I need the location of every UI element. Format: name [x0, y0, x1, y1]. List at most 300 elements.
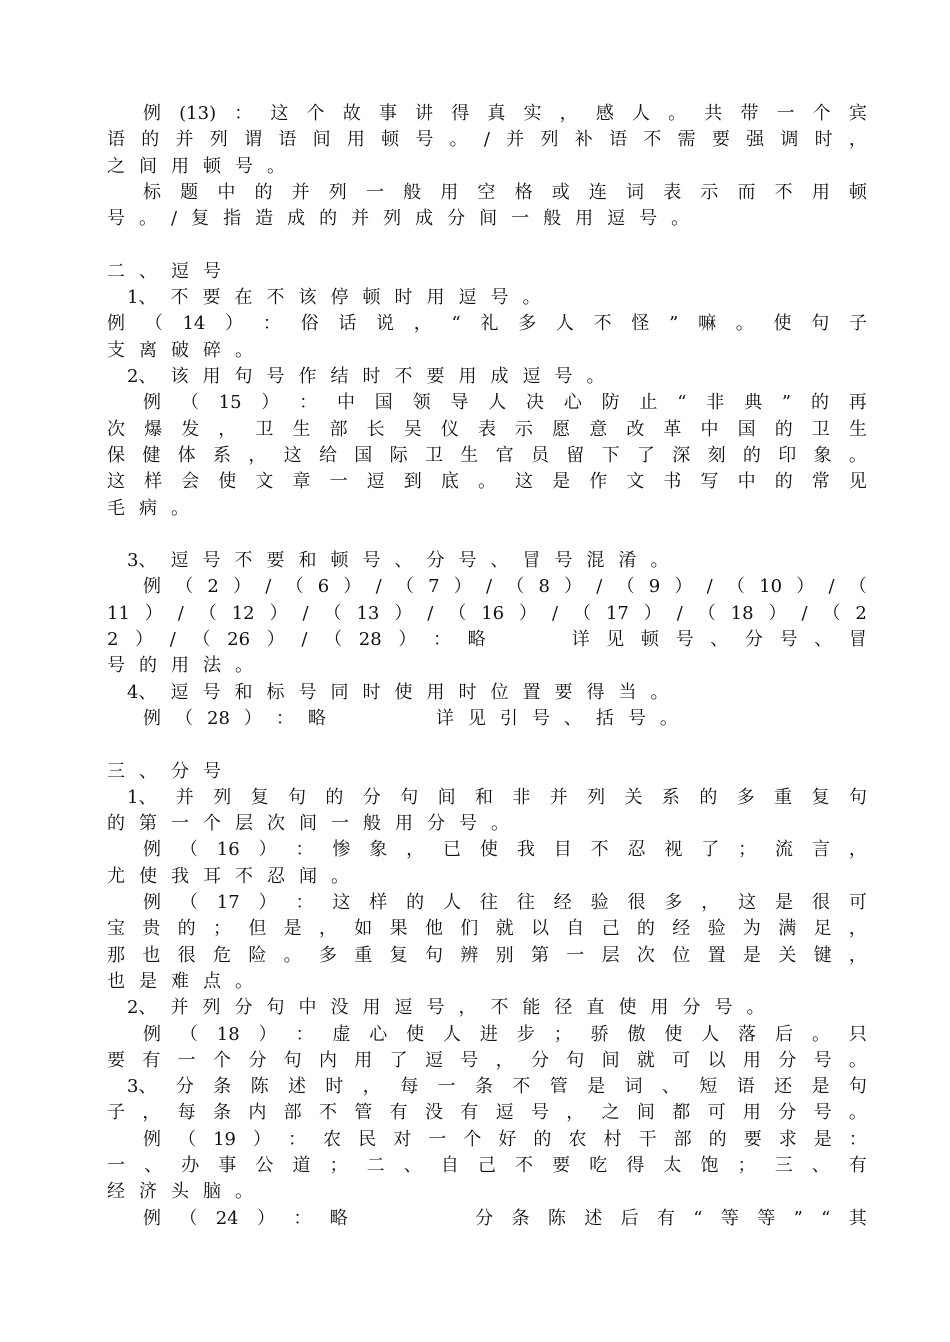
text-token: /: [551, 603, 559, 624]
text-token: [402, 1206, 420, 1232]
text-token: 险: [248, 945, 267, 966]
text-token: 用: [362, 997, 381, 1018]
text-token: 10: [759, 576, 783, 597]
text-token: 耳: [203, 866, 221, 887]
text-token: “: [693, 1208, 703, 1229]
text-token: 次: [636, 945, 655, 966]
text-token: ，: [362, 1076, 381, 1097]
text-token: 中: [336, 392, 355, 413]
text-token: 三: [107, 761, 125, 782]
text-token: 宾: [848, 103, 867, 124]
text-token: 那: [107, 945, 125, 966]
text-token: 。: [668, 103, 687, 124]
text-token: 非: [512, 787, 531, 808]
text-token: 经: [107, 1181, 125, 1202]
text-token: 该: [170, 366, 189, 387]
text-token: 一: [365, 182, 384, 203]
text-token: 不: [266, 287, 285, 308]
text-token: 这: [107, 471, 125, 492]
text-token: 。: [235, 655, 253, 676]
text-token: ，: [848, 945, 867, 966]
text-token: 事: [378, 103, 397, 124]
text-token: 带: [740, 103, 759, 124]
text-token: 。: [331, 866, 349, 887]
text-token: 部: [283, 1102, 302, 1123]
text-token: 人: [631, 103, 650, 124]
text-token: ，: [406, 839, 425, 860]
text-token: 并: [549, 787, 568, 808]
text-line: [127, 285, 867, 311]
text-token: 样: [144, 471, 163, 492]
text-token: 结: [330, 366, 349, 387]
text-token: 就: [636, 1050, 655, 1071]
text-token: （: [144, 313, 163, 334]
text-line: [107, 943, 867, 969]
text-token: /: [301, 629, 308, 650]
text-token: ）: [343, 576, 362, 597]
text-token: ，: [848, 839, 867, 860]
text-token: 往: [479, 892, 498, 913]
text-token: 防: [601, 392, 620, 413]
text-token: 表: [663, 182, 682, 203]
text-token: 爆: [144, 419, 163, 440]
text-token: 该: [298, 287, 317, 308]
text-line: [143, 101, 867, 127]
text-token: 象: [369, 839, 388, 860]
text-token: 同: [330, 682, 349, 703]
text-token: [537, 627, 555, 653]
text-token: 一: [428, 1129, 447, 1150]
text-token: 般: [403, 182, 422, 203]
text-token: 3、: [127, 550, 157, 571]
text-token: 这: [738, 892, 757, 913]
text-token: 造: [255, 208, 274, 229]
text-token: 的: [107, 813, 125, 834]
text-token: 是: [587, 1076, 606, 1097]
text-token: /: [177, 603, 184, 624]
text-token: 干: [638, 1129, 657, 1150]
text-token: 农: [568, 1129, 587, 1150]
text-token: [439, 1206, 457, 1232]
text-token: 不: [590, 839, 609, 860]
text-token: ；: [737, 1155, 756, 1176]
text-token: 脑: [203, 1181, 221, 1202]
text-token: 例: [143, 839, 161, 860]
text-token: 己: [601, 918, 620, 939]
text-line: [107, 653, 867, 679]
text-line: [107, 969, 867, 995]
text-token: 和: [474, 787, 493, 808]
text-token: 号: [554, 366, 573, 387]
text-token: 公: [255, 1155, 274, 1176]
text-token: 3、: [127, 1076, 157, 1097]
text-token: 例: [107, 313, 125, 334]
text-token: /: [801, 603, 808, 624]
text-token: 使: [406, 1024, 425, 1045]
text-token: 。: [171, 498, 189, 519]
text-token: 不: [512, 1076, 531, 1097]
text-token: 般: [363, 813, 381, 834]
text-token: 这: [270, 103, 289, 124]
text-token: 号: [362, 550, 381, 571]
text-token: ）: [796, 576, 815, 597]
text-token: 生: [460, 445, 479, 466]
text-token: 使: [394, 682, 413, 703]
text-token: 格: [514, 182, 533, 203]
text-token: 号: [235, 156, 253, 177]
text-token: ，: [848, 129, 867, 150]
text-line: [107, 338, 867, 364]
text-token: 用: [395, 813, 413, 834]
text-line: [107, 496, 867, 522]
text-token: 见: [848, 471, 867, 492]
text-token: 2、: [127, 366, 157, 387]
text-token: 次: [107, 419, 125, 440]
text-token: 号: [203, 261, 221, 282]
text-token: 是: [552, 471, 571, 492]
text-token: ）: [564, 576, 583, 597]
text-token: 直: [586, 997, 605, 1018]
text-token: 的: [774, 419, 793, 440]
text-token: 体: [177, 445, 196, 466]
text-token: 印: [778, 445, 797, 466]
text-token: ，: [458, 997, 477, 1018]
text-token: 16: [216, 839, 240, 860]
text-token: 深: [672, 445, 691, 466]
text-token: 已: [443, 839, 462, 860]
text-token: 们: [460, 918, 479, 939]
text-token: 号: [554, 550, 573, 571]
text-token: 6: [317, 576, 330, 597]
text-token: 。: [477, 471, 496, 492]
text-token: 句: [848, 787, 867, 808]
text-token: 他: [424, 918, 443, 939]
text-token: 视: [664, 839, 683, 860]
text-token: [340, 706, 358, 732]
text-token: 下: [601, 445, 620, 466]
text-token: 部: [329, 419, 348, 440]
text-token: 。: [650, 682, 669, 703]
text-token: 落: [738, 1024, 757, 1045]
text-token: (13): [179, 103, 217, 124]
text-token: 逗: [424, 1050, 443, 1071]
text-token: （: [179, 839, 198, 860]
text-token: 要: [552, 1155, 571, 1176]
text-token: 就: [495, 918, 514, 939]
text-token: 国: [737, 419, 756, 440]
text-token: 子: [107, 1102, 125, 1123]
text-token: 一: [566, 945, 585, 966]
text-token: 26: [227, 629, 251, 650]
text-token: 多: [736, 787, 755, 808]
text-token: 例: [143, 103, 161, 124]
text-token: 、: [710, 629, 729, 650]
text-token: 书: [663, 471, 682, 492]
text-token: 是: [813, 1129, 832, 1150]
text-token: 用: [171, 655, 189, 676]
text-token: 俗: [300, 313, 319, 334]
text-token: 语: [278, 129, 297, 150]
text-token: 词: [624, 1076, 643, 1097]
text-token: 、: [144, 1155, 163, 1176]
text-token: 每: [400, 1076, 419, 1097]
text-token: 中: [298, 997, 317, 1018]
text-token: 的: [699, 787, 718, 808]
text-token: 号: [107, 208, 125, 229]
text-token: 连: [588, 182, 607, 203]
text-token: 28: [358, 629, 382, 650]
text-token: ：: [295, 839, 314, 860]
text-token: 空: [477, 182, 496, 203]
text-token: 生: [292, 419, 311, 440]
text-token: 不: [318, 1102, 337, 1123]
text-token: ”: [781, 392, 792, 413]
text-token: 语: [736, 1076, 755, 1097]
text-token: 多: [664, 892, 683, 913]
text-line: [143, 706, 867, 732]
text-token: ”: [793, 1208, 803, 1229]
text-token: 人: [443, 892, 462, 913]
text-token: 列: [587, 787, 606, 808]
text-token: 分: [778, 1102, 797, 1123]
text-token: 引: [499, 708, 518, 729]
text-token: 感: [595, 103, 614, 124]
text-token: 中: [217, 182, 236, 203]
text-token: 忍: [267, 866, 285, 887]
text-token: 步: [516, 1024, 535, 1045]
text-line: [107, 417, 867, 443]
text-token: 第: [139, 813, 157, 834]
text-token: 。: [522, 287, 541, 308]
text-token: 人: [701, 1024, 720, 1045]
text-token: 条: [213, 1076, 232, 1097]
text-token: 很: [177, 945, 196, 966]
text-token: 。: [848, 1102, 867, 1123]
text-token: 。: [235, 1181, 253, 1202]
text-token: 了: [389, 1050, 408, 1071]
text-line: [107, 206, 867, 232]
text-line: [143, 180, 867, 206]
text-token: 的: [325, 787, 344, 808]
text-token: （: [506, 576, 525, 597]
text-token: 不: [643, 129, 662, 150]
text-token: 个: [463, 1129, 482, 1150]
text-token: 只: [848, 1024, 867, 1045]
text-token: 离: [139, 340, 157, 361]
text-token: 果: [389, 918, 408, 939]
text-token: 足: [813, 918, 832, 939]
text-line: [107, 1100, 867, 1126]
text-token: 调: [780, 129, 799, 150]
text-token: 常: [811, 471, 830, 492]
text-token: 号: [415, 129, 434, 150]
text-token: 号: [714, 997, 733, 1018]
text-token: 有: [460, 1102, 479, 1123]
text-line: [107, 233, 867, 259]
text-token: 句: [288, 787, 307, 808]
text-token: ，: [701, 892, 720, 913]
text-token: 饱: [700, 1155, 719, 1176]
text-token: （: [573, 603, 591, 624]
text-token: 中: [737, 471, 756, 492]
text-token: 用: [426, 287, 445, 308]
text-token: 17: [605, 603, 629, 624]
text-token: 能: [522, 997, 541, 1018]
text-token: 要: [426, 366, 445, 387]
text-token: 忍: [627, 839, 646, 860]
text-token: 顿: [640, 629, 659, 650]
text-token: 的: [177, 918, 196, 939]
text-token: 例: [143, 576, 161, 597]
text-token: 语: [609, 129, 628, 150]
text-token: 关: [778, 945, 797, 966]
text-token: 留: [566, 445, 585, 466]
text-token: 仪: [440, 419, 459, 440]
text-token: 再: [848, 392, 867, 413]
text-token: 、: [139, 761, 157, 782]
text-token: 逗: [170, 550, 189, 571]
text-token: 故: [342, 103, 361, 124]
text-token: 自: [566, 918, 585, 939]
text-token: 系: [661, 787, 680, 808]
text-token: ，: [495, 1050, 514, 1071]
text-token: 、: [403, 1155, 422, 1176]
text-token: 是: [283, 918, 302, 939]
text-token: 用: [742, 1102, 761, 1123]
text-token: [502, 627, 520, 653]
text-token: 并: [351, 208, 370, 229]
text-token: 头: [171, 1181, 189, 1202]
text-token: 分: [744, 629, 763, 650]
text-token: 怪: [631, 313, 650, 334]
text-token: 国: [354, 445, 373, 466]
text-token: 逗: [394, 997, 413, 1018]
text-token: 位: [672, 945, 691, 966]
text-token: 二: [107, 261, 125, 282]
text-token: 号: [266, 366, 285, 387]
text-token: ）: [768, 603, 787, 624]
text-token: ）: [225, 313, 244, 334]
text-token: 一: [171, 813, 189, 834]
text-token: 民: [358, 1129, 377, 1150]
text-token: 一: [331, 813, 349, 834]
text-line: [107, 1048, 867, 1074]
text-token: 毛: [107, 498, 125, 519]
text-token: 示: [700, 182, 719, 203]
text-token: 刻: [707, 445, 726, 466]
text-token: 。: [267, 156, 285, 177]
text-token: 补: [574, 129, 593, 150]
text-token: 条: [212, 1102, 231, 1123]
text-token: /: [169, 629, 176, 650]
text-token: 句: [400, 787, 419, 808]
text-token: 、: [394, 550, 413, 571]
text-token: 自: [440, 1155, 459, 1176]
text-token: 分: [778, 1050, 797, 1071]
text-token: ：: [293, 1208, 312, 1229]
text-token: 。: [139, 208, 157, 229]
text-token: 保: [107, 445, 125, 466]
text-token: 真: [487, 103, 506, 124]
text-token: 号: [203, 761, 221, 782]
text-token: 闻: [299, 866, 317, 887]
text-token: （: [395, 576, 414, 597]
text-token: 述: [288, 1076, 307, 1097]
text-token: ）: [398, 629, 417, 650]
text-token: 内: [248, 1102, 267, 1123]
text-token: 层: [601, 945, 620, 966]
text-token: 径: [554, 997, 573, 1018]
text-token: 话: [338, 313, 357, 334]
text-token: 和: [234, 682, 253, 703]
text-token: 个: [212, 1050, 231, 1071]
text-token: 标: [143, 182, 161, 203]
text-token: 号: [490, 287, 509, 308]
text-token: 经: [553, 892, 572, 913]
text-line: [143, 837, 867, 863]
text-token: 逗: [171, 261, 189, 282]
text-token: 顿: [330, 550, 349, 571]
text-token: 难: [171, 971, 189, 992]
text-token: 16: [481, 603, 505, 624]
text-token: ）: [256, 1208, 275, 1229]
text-token: ）: [453, 576, 472, 597]
text-token: 的: [406, 892, 425, 913]
text-line: [127, 785, 867, 811]
text-token: /: [265, 576, 272, 597]
text-token: 愿: [552, 419, 571, 440]
text-token: ）: [269, 603, 288, 624]
text-token: 要: [554, 682, 573, 703]
text-token: 短: [699, 1076, 718, 1097]
text-token: 用: [811, 182, 830, 203]
text-token: 法: [203, 655, 221, 676]
text-token: 句: [266, 997, 285, 1018]
text-token: 有: [142, 1050, 161, 1071]
text-token: 题: [180, 182, 199, 203]
text-token: 一: [437, 1076, 456, 1097]
text-token: 要: [202, 287, 221, 308]
text-token: （: [726, 576, 745, 597]
text-token: 词: [626, 182, 645, 203]
text-token: （: [179, 1208, 198, 1229]
text-token: 样: [369, 892, 388, 913]
text-token: 逗: [607, 208, 626, 229]
text-line: [107, 811, 867, 837]
text-token: 逗: [170, 682, 189, 703]
text-line: [107, 627, 867, 653]
text-token: 第: [530, 945, 549, 966]
text-token: ，: [848, 918, 867, 939]
text-token: 号: [202, 682, 221, 703]
text-token: 之: [601, 1102, 620, 1123]
text-token: 使: [618, 997, 637, 1018]
text-token: 间: [479, 208, 498, 229]
text-token: 还: [774, 1076, 793, 1097]
text-token: [372, 706, 390, 732]
text-token: ）: [643, 603, 662, 624]
text-token: 谓: [244, 129, 263, 150]
text-token: 道: [292, 1155, 311, 1176]
text-line: [107, 127, 867, 153]
text-token: ，: [218, 419, 237, 440]
text-token: 的: [742, 445, 761, 466]
text-token: ，: [318, 918, 337, 939]
text-token: 8: [538, 576, 550, 597]
text-token: ：: [234, 103, 253, 124]
text-token: 成: [490, 366, 509, 387]
text-token: 流: [775, 839, 794, 860]
